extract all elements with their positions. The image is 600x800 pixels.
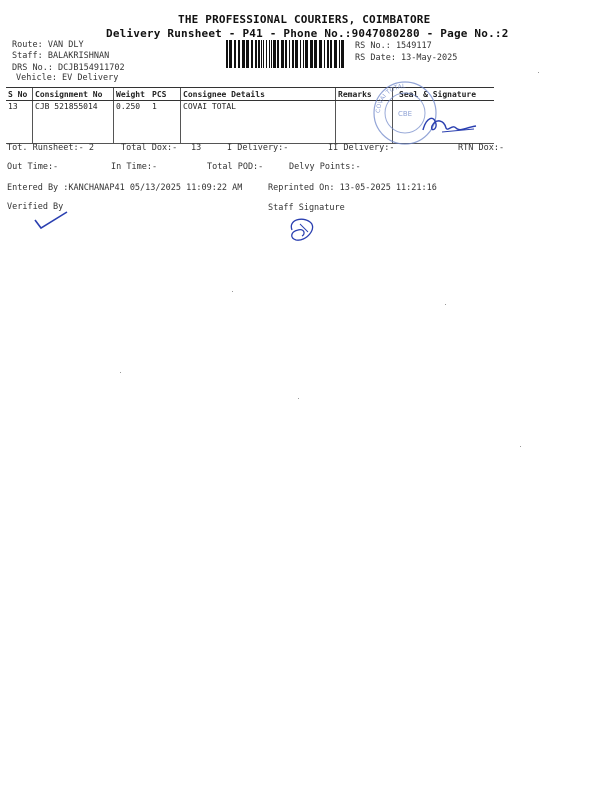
barcode-bar	[330, 40, 332, 68]
col-consignee: Consignee Details	[181, 88, 336, 101]
barcode-bar	[255, 40, 257, 68]
barcode-bar	[277, 40, 279, 68]
ii-delivery: II Delivery:-	[328, 143, 395, 153]
barcode-bar	[226, 40, 228, 68]
barcode-bar	[305, 40, 308, 68]
barcode-bar	[339, 40, 340, 68]
company-title: THE PROFESSIONAL COURIERS, COIMBATORE	[178, 13, 431, 26]
verified-tick-icon	[33, 210, 69, 232]
verified-by-label: Verified By	[7, 202, 64, 212]
barcode-bar	[292, 40, 294, 68]
barcode-bar	[281, 40, 284, 68]
barcode-bar	[242, 40, 245, 68]
scan-speck	[445, 304, 446, 305]
barcode-bar	[314, 40, 317, 68]
barcode-bar	[238, 40, 240, 68]
i-delivery: I Delivery:-	[227, 143, 289, 153]
stamp-arc-text: COVAI TOTAL	[374, 82, 406, 114]
cell-pcs: 1	[150, 101, 181, 144]
barcode-bar	[303, 40, 304, 68]
barcode-bar	[341, 40, 344, 68]
barcode-bar	[289, 40, 290, 68]
col-seal-signature: Seal & Signature	[393, 88, 495, 101]
cell-sno: 13	[6, 101, 33, 144]
barcode-bar	[269, 40, 270, 68]
receiver-signature-icon	[418, 110, 480, 140]
in-time: In Time:-	[111, 162, 158, 172]
staff-label: Staff: BALAKRISHNAN	[12, 51, 110, 61]
barcode-bar	[251, 40, 253, 68]
barcode-bar	[266, 40, 267, 68]
barcode-bar	[273, 40, 276, 68]
rs-number: RS No.: 1549117	[355, 41, 432, 51]
barcode-bar	[334, 40, 337, 68]
total-pod: Total POD:-	[207, 162, 264, 172]
entered-by: Entered By :KANCHANAP41 05/13/2025 11:09:22 AM	[7, 183, 243, 193]
reprinted-on: Reprinted On: 13-05-2025 11:21:16	[268, 183, 437, 193]
col-weight: Weight	[114, 88, 151, 101]
barcode-bar	[324, 40, 325, 68]
staff-signature-icon	[284, 212, 320, 246]
stamp-center-text: CBE	[397, 110, 413, 118]
barcode-bar	[327, 40, 329, 68]
barcode-bar	[310, 40, 313, 68]
barcode-bar	[319, 40, 322, 68]
barcode	[226, 40, 346, 68]
cell-consignment: CJB 521855014	[33, 101, 114, 144]
barcode-bar	[261, 40, 262, 68]
barcode-bar	[229, 40, 232, 68]
out-time: Out Time:-	[7, 162, 59, 172]
col-pcs: PCS	[150, 88, 181, 101]
vehicle-label: Vehicle: EV Delivery	[16, 73, 119, 83]
rtn-dox: RTN Dox:-	[458, 143, 505, 153]
drs-label: DRS No.: DCJB154911702	[12, 63, 125, 73]
delvy-points: Delvy Points:-	[289, 162, 361, 172]
scan-speck	[538, 72, 539, 73]
scan-speck	[232, 291, 233, 292]
col-remarks: Remarks	[336, 88, 393, 101]
barcode-bar	[285, 40, 287, 68]
col-consignment: Consignment No	[33, 88, 114, 101]
barcode-bar	[300, 40, 301, 68]
barcode-bar	[246, 40, 249, 68]
barcode-bar	[295, 40, 298, 68]
scan-speck	[298, 398, 299, 399]
scan-speck	[520, 446, 521, 447]
tot-runsheet: Tot. Runsheet:- 2	[7, 143, 94, 153]
barcode-bar	[263, 40, 264, 68]
col-sno: S No	[6, 88, 33, 101]
cell-consignee: COVAI TOTAL	[181, 101, 336, 144]
rs-date: RS Date: 13-May-2025	[355, 53, 458, 63]
barcode-bar	[234, 40, 236, 68]
staff-signature-label: Staff Signature	[268, 203, 345, 213]
barcode-bar	[271, 40, 272, 68]
scan-speck	[120, 372, 121, 373]
barcode-bar	[258, 40, 260, 68]
route-label: Route: VAN DLY	[12, 40, 84, 50]
runsheet-subtitle: Delivery Runsheet - P41 - Phone No.:9047080280 - Page No.:2	[106, 27, 509, 40]
cell-weight: 0.250	[114, 101, 151, 144]
total-dox-label: Total Dox:-	[121, 143, 178, 153]
total-dox-value: 13	[191, 143, 202, 153]
svg-text:COVAI TOTAL	[375, 83, 406, 113]
